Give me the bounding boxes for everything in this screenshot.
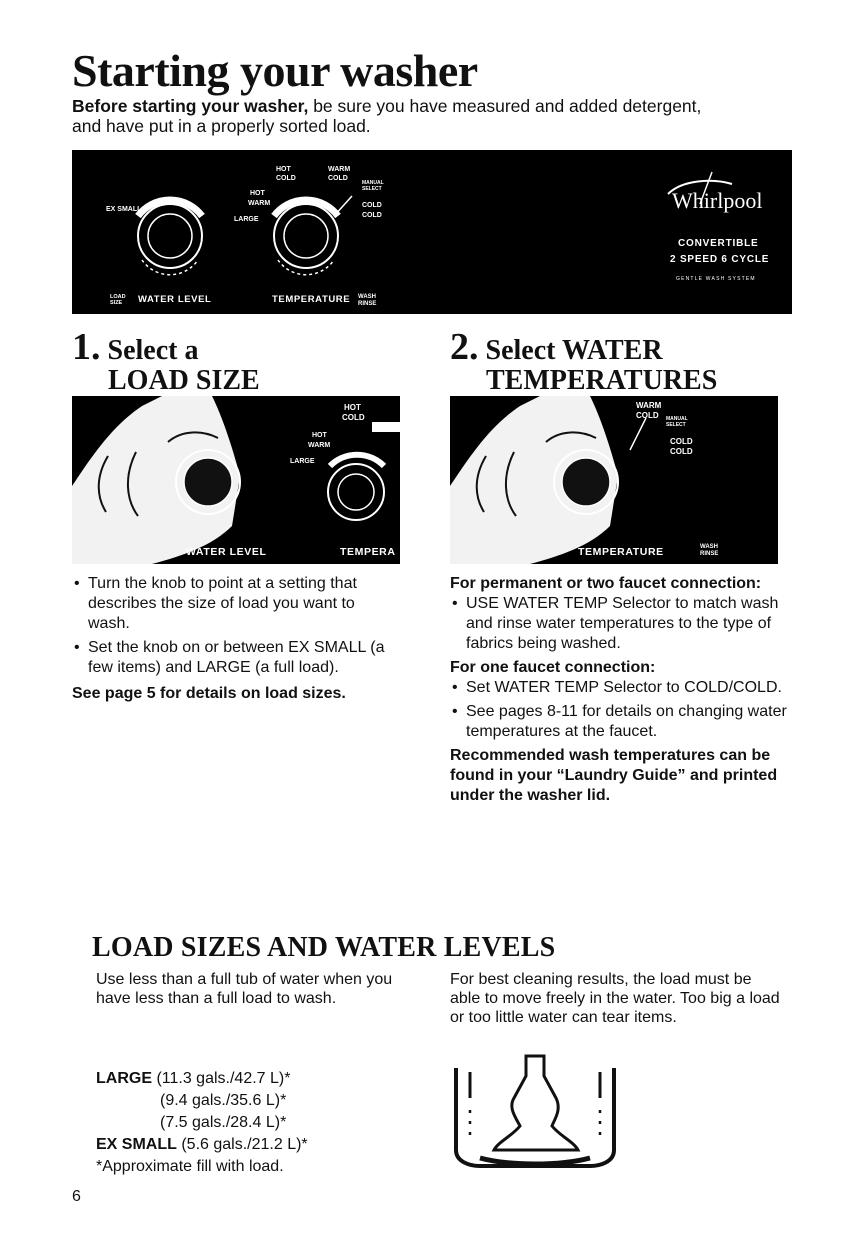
load-sizes-heading: LOAD SIZES AND WATER LEVELS <box>92 932 556 963</box>
panel-warm-top-label: WARM <box>328 166 351 173</box>
level-large-label: LARGE <box>96 1070 152 1087</box>
level-large-value: (11.3 gals./42.7 L)* <box>156 1070 291 1087</box>
photo1-warm-label: WARM <box>308 442 331 449</box>
photo2-cold2-label: COLD <box>670 447 693 456</box>
photo2-temperature-label: TEMPERATURE <box>578 546 664 558</box>
temperature-knob-photo <box>450 396 778 564</box>
load-sizes-left-text: Use less than a full tub of water when you have less than a full load to wash. <box>96 971 393 1007</box>
photo1-hot-label: HOT <box>344 403 361 412</box>
panel-hot-top-label: HOT <box>276 166 291 173</box>
photo1-large-label: LARGE <box>290 458 315 465</box>
photo1-tempera-label: TEMPERA <box>340 546 396 558</box>
brand-logo: Whirlpool <box>672 188 763 213</box>
intro-paragraph <box>72 96 712 136</box>
level-ex-small <box>96 1134 308 1156</box>
photo1-water-level-label: WATER LEVEL <box>186 546 267 558</box>
panel-warm-label: WARM <box>248 200 271 207</box>
panel-water-level-label: WATER LEVEL <box>138 294 212 305</box>
intro-lead: Before starting your washer, <box>72 96 309 116</box>
step2-line1: Select WATER <box>485 335 663 366</box>
recommended-temperatures-note: Recommended wash temperatures can be found in your “Laundry Guide” and printed under the washer lid. <box>450 747 778 804</box>
photo2-cold-label: COLD <box>670 437 693 446</box>
step1-bullet-2: • Set the knob on or between EX SMALL (a few items) and LARGE (a full load). <box>72 638 392 678</box>
panel-speed-label: 2 SPEED 6 CYCLE <box>670 254 770 265</box>
step2-heading <box>450 326 718 396</box>
photo1-hot-small-label: HOT <box>312 432 327 439</box>
photo2-cold-top-label: COLD <box>636 411 659 420</box>
panel-load-size-small-label: LOAD SIZE <box>110 294 126 306</box>
level-medium: (9.4 gals./35.6 L)* <box>160 1092 287 1109</box>
panel-cold-right2-label: COLD <box>362 212 382 219</box>
step1-number: 1. <box>72 326 101 368</box>
step1-note: See page 5 for details on load sizes. <box>72 685 346 702</box>
step1-instructions <box>72 574 392 704</box>
panel-gentle-label: GENTLE WASH SYSTEM <box>676 276 756 282</box>
panel-temperature-label: TEMPERATURE <box>272 294 351 305</box>
panel-manual-select-label: MANUAL SELECT <box>362 180 384 192</box>
water-level-list <box>96 1068 308 1178</box>
panel-cold-top2-label: COLD <box>328 175 348 182</box>
manual-select-pointer <box>334 196 352 216</box>
level-large <box>96 1068 308 1090</box>
level-ex-small-label: EX SMALL <box>96 1136 177 1153</box>
step2-line2: TEMPERATURES <box>486 365 718 396</box>
photo1-cold-label: COLD <box>342 413 365 422</box>
intro-text: be sure you have measured and added detergent, and have put in a properly sorted load. <box>72 96 702 136</box>
photo2-manual-select-label: MANUAL SELECT <box>666 416 688 428</box>
page-title: Starting your washer <box>72 45 478 96</box>
level-small: (7.5 gals./28.4 L)* <box>160 1114 287 1131</box>
load-size-knob-photo <box>72 396 400 564</box>
panel-cold-right-label: COLD <box>362 202 382 209</box>
temperature-knob-inner <box>284 214 328 258</box>
one-faucet-bullet-1: • Set WATER TEMP Selector to COLD/COLD. <box>450 678 790 698</box>
step2-number: 2. <box>450 326 479 368</box>
panel-convertible-label: CONVERTIBLE <box>678 238 759 249</box>
photo2-warm-label: WARM <box>636 401 662 410</box>
photo2-wash-rinse-label: WASH RINSE <box>700 544 719 557</box>
step1-bullet-1: • Turn the knob to point at a setting that describes the size of load you want to wash. <box>72 574 392 634</box>
hand-on-temperature-knob-image <box>450 396 778 564</box>
page-number: 6 <box>72 1188 81 1205</box>
panel-cold-top-label: COLD <box>276 175 296 182</box>
permanent-faucet-heading: For permanent or two faucet connection: <box>450 575 762 592</box>
one-faucet-heading: For one faucet connection: <box>450 659 656 676</box>
level-footnote: *Approximate fill with load. <box>96 1158 284 1175</box>
step2-instructions <box>450 574 790 806</box>
load-sizes-right-text: For best cleaning results, the load must be able to move freely in the water. Too big a load or too little water can tear items. <box>450 971 780 1026</box>
load-size-knob-inner <box>148 214 192 258</box>
tub-load-diagram <box>450 1054 620 1170</box>
one-faucet-bullet-2: • See pages 8-11 for details on changing water temperatures at the faucet. <box>450 702 790 742</box>
panel-large-label: LARGE <box>234 216 259 223</box>
step1-line2: LOAD SIZE <box>108 365 260 396</box>
level-ex-small-value: (5.6 gals./21.2 L)* <box>181 1136 308 1153</box>
control-panel-illustration <box>72 150 792 314</box>
knob-graphics <box>72 150 792 314</box>
step1-heading <box>72 326 260 396</box>
panel-wash-rinse-label: WASH RINSE <box>358 294 377 307</box>
panel-ex-small-label: EX SMALL <box>106 206 142 213</box>
panel-hot-label: HOT <box>250 190 265 197</box>
step1-line1: Select a <box>107 335 199 366</box>
permanent-faucet-bullet: • USE WATER TEMP Selector to match wash and rinse water temperatures to the type of fabrics being washed. <box>450 594 790 654</box>
